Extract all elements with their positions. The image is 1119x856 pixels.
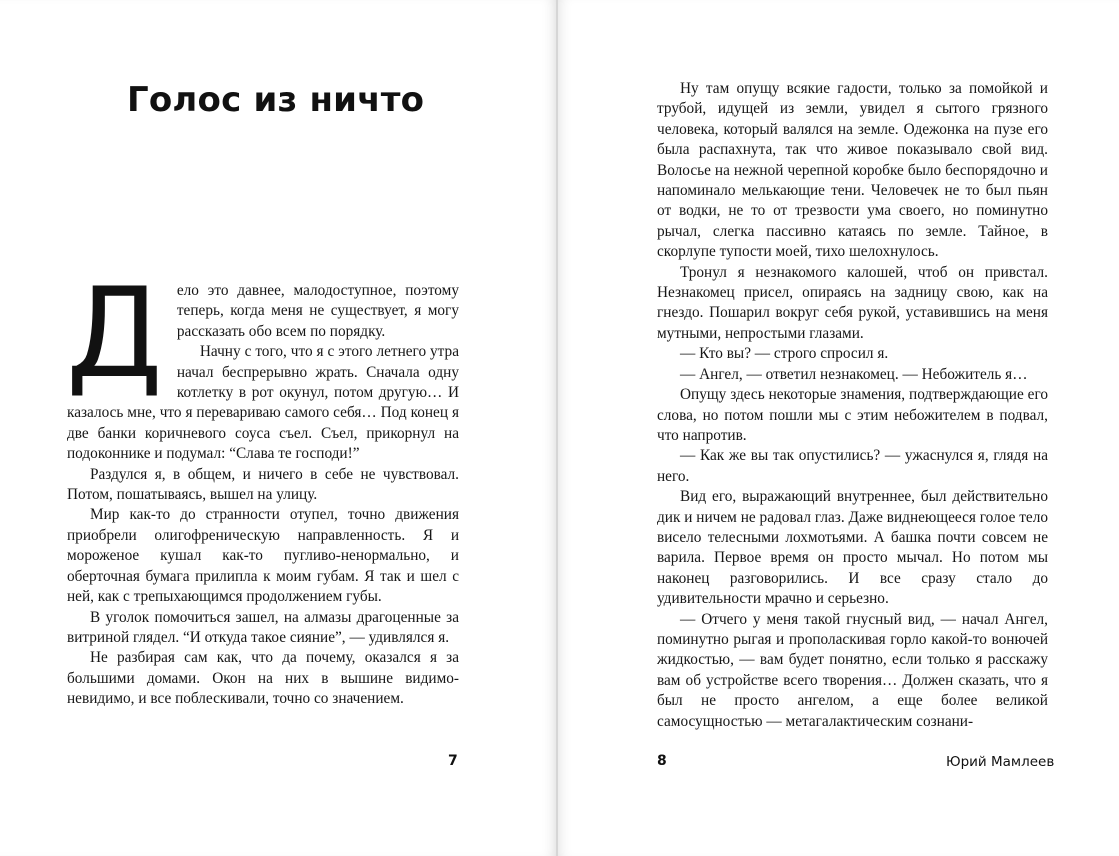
paragraph: Тронул я незнакомого калошей, чтоб он привстал. Незнакомец присел, опираясь на задницу свою, как на гнездо. Пошарил вокруг себя рукой, уставившись на меня мутными, непростыми глазами. xyxy=(657,263,1048,342)
running-head-author: Юрий Мамлеев xyxy=(946,754,1055,770)
paragraph: Раздулся я, в общем, и ничего в себе не чувствовал. Потом, пошатываясь, вышел на улицу. xyxy=(67,465,459,504)
left-text-column xyxy=(66,262,459,710)
page-number-right: 8 xyxy=(657,753,667,769)
paragraph: — Отчего у меня такой гнусный вид, — начал Ангел, поминутно рыгая и прополаскивая горло какой-то вонючей жидкостью, — вам будет понятно, если только я расскажу вам об устройстве всего творения… Должен сказать, что я был не просто ангелом, а еще более великой самосущностью — метагалактическим сознани- xyxy=(657,610,1048,730)
paragraph: Ну там опущу всякие гадости, только за помойкой и трубой, идущей из земли, увидел я сытого грязного человека, который валялся на земле. Одежонка на пузе его была распахнута, так что живое показывало свой вид. Волосье на нежной черепной коробке было беспорядочно и напоминало мелькающие тени. Человечек не то был пьян от водки, не то от трезвости ума своего, но поминутно рычал, слегка пассивно катаясь по земле. Тайное, в скорлупе тупости моей, тихо шелохнулось. xyxy=(657,80,1048,261)
right-page xyxy=(558,0,1119,856)
chapter-title: Голос из ничто xyxy=(127,80,425,120)
paragraph: — Как же вы так опустились? — ужаснулся я, глядя на него. xyxy=(657,447,1048,485)
paragraph: Не разбирая сам как, что да почему, оказался я за большими домами. Окон на них в вышине видимо-невидимо, и все поблескивали, точно со значением. xyxy=(67,649,459,708)
paragraph: Дело это давнее, малодоступное, поэтому теперь, когда меня не существует, я могу рассказать обо всем по порядку. xyxy=(66,262,459,406)
paragraph: — Ангел, — ответил незнакомец. — Небожитель я… xyxy=(680,365,1028,383)
right-text-column xyxy=(657,79,1048,732)
paragraph: В уголок помочиться зашел, на алмазы драгоценные за витриной глядел. “И откуда такое сияние”, — удивлялся я. xyxy=(67,608,459,646)
drop-cap: Д xyxy=(66,262,163,406)
paragraph: Опущу здесь некоторые знамения, подтверждающие его слова, но потом пошли мы с этим небожителем в подвал, что напротив. xyxy=(657,386,1048,444)
paragraph: Вид его, выражающий внутреннее, был действительно дик и ничем не радовал глаз. Даже виднеющееся голое тело висело телесными лохмотьями. А башка почти совсем не варила. Первое время он просто мычал. Но потом мы наконец разговорились. И все сразу стало до удивительности мрачно и серьезно. xyxy=(657,488,1048,608)
paragraph: Начну с того, что я с этого летнего утра начал беспрерывно жрать. Сначала одну котлетку в рот окунул, потом другую… И казалось мне, что я перевариваю самого себя… Под конец я две банки коричневого соуса съел. Съел, прикорнул на подоконнике и подумал: “Слава те господи!” xyxy=(67,343,459,463)
left-page xyxy=(0,0,556,856)
page-number-left: 7 xyxy=(448,753,458,769)
paragraph: Мир как-то до странности отупел, точно движения приобрели олигофреническую направленность. Я и мороженое кушал как-то пугливо-ненормально, и оберточная бумага прилипла к моим губам. Я так и шел с ней, как с трепыхающимся продолжением губы. xyxy=(67,506,459,606)
paragraph: — Кто вы? — строго спросил я. xyxy=(680,345,889,363)
